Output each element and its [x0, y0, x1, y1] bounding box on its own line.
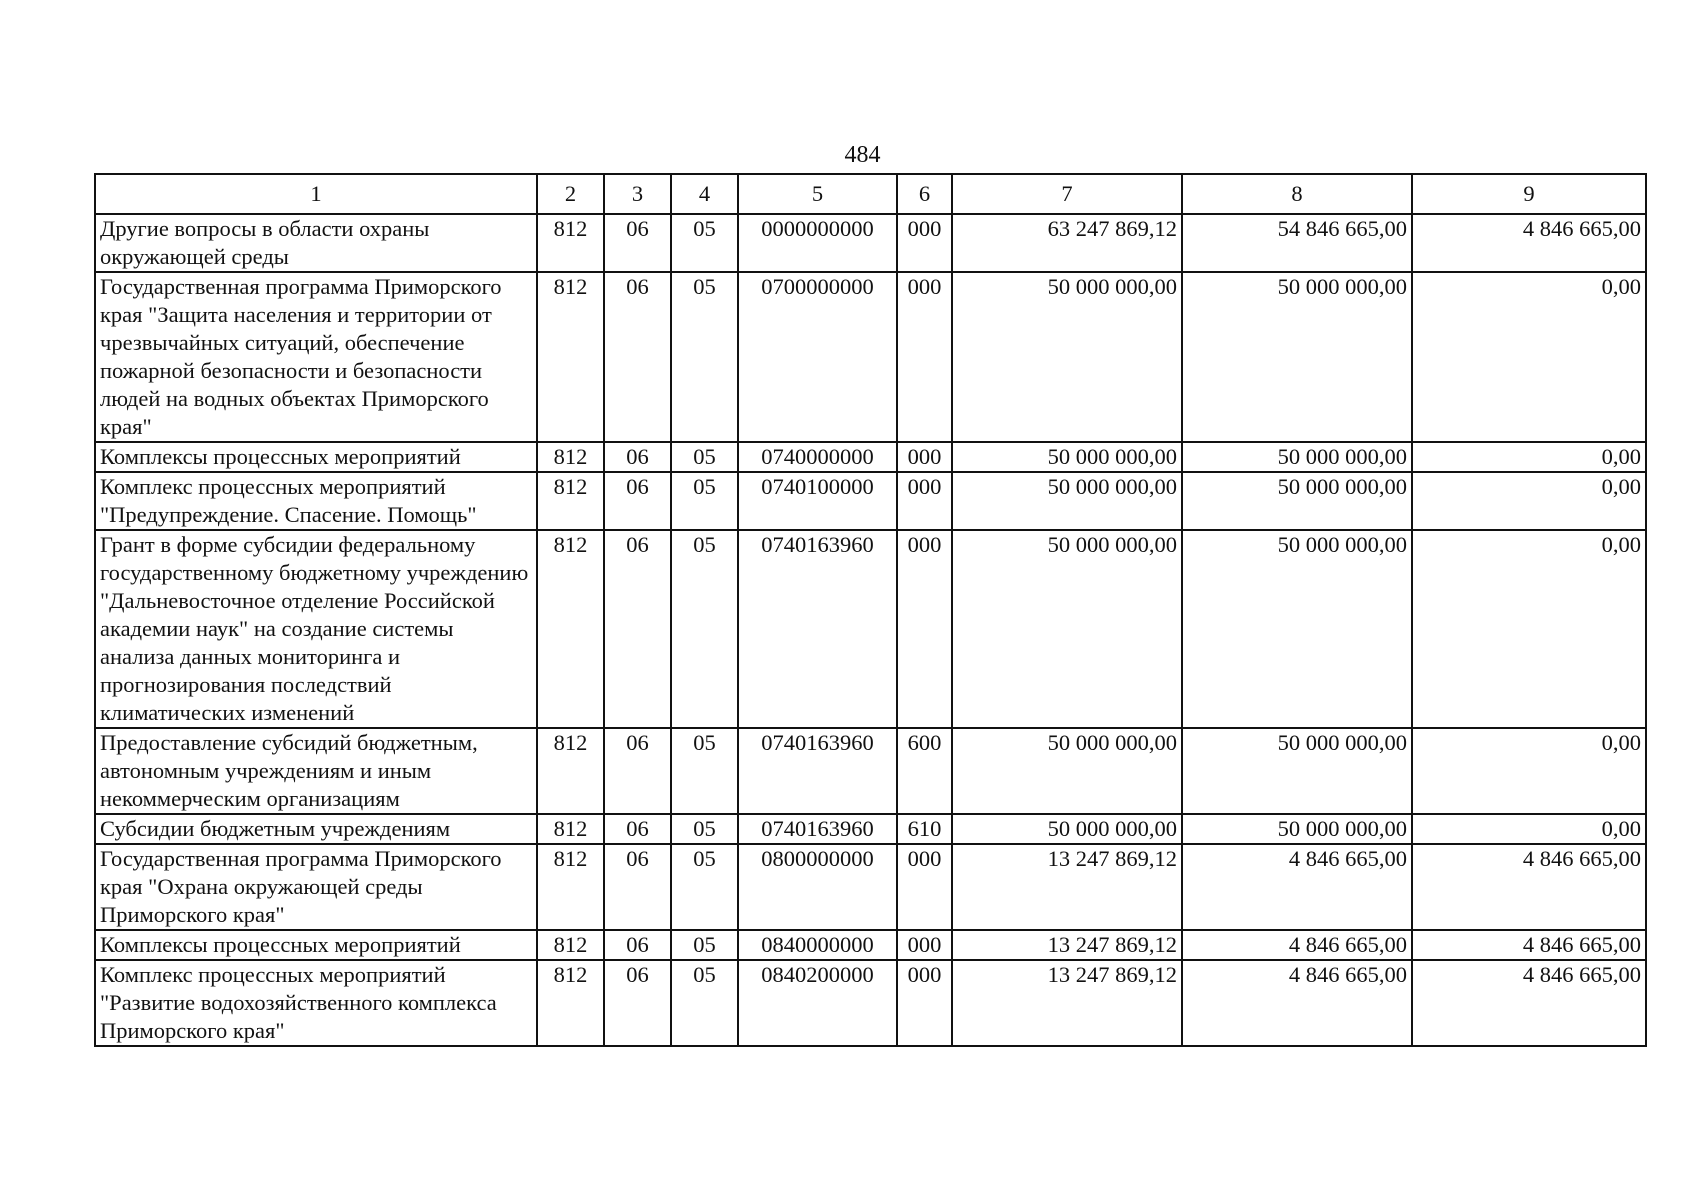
- cell-col3: 06: [604, 530, 671, 728]
- cell-col8: 50 000 000,00: [1182, 530, 1412, 728]
- cell-col9: 4 846 665,00: [1412, 930, 1646, 960]
- cell-col5: 0740100000: [738, 472, 897, 530]
- cell-col4: 05: [671, 844, 738, 930]
- cell-col4: 05: [671, 814, 738, 844]
- cell-col6: 000: [897, 272, 952, 442]
- cell-col6: 000: [897, 930, 952, 960]
- cell-col9: 0,00: [1412, 442, 1646, 472]
- table-row: [95, 728, 1646, 814]
- cell-col6: 000: [897, 844, 952, 930]
- cell-col2: 812: [537, 930, 604, 960]
- column-header: 3: [604, 174, 671, 214]
- cell-col9: 0,00: [1412, 728, 1646, 814]
- cell-col7: 50 000 000,00: [952, 442, 1182, 472]
- cell-col6: 610: [897, 814, 952, 844]
- cell-col7: 63 247 869,12: [952, 214, 1182, 272]
- cell-col2: 812: [537, 214, 604, 272]
- column-header: 2: [537, 174, 604, 214]
- cell-col4: 05: [671, 960, 738, 1046]
- row-name: Комплекс процессных мероприятий "Предупреждение. Спасение. Помощь": [95, 472, 537, 530]
- cell-col5: 0800000000: [738, 844, 897, 930]
- cell-col6: 000: [897, 960, 952, 1046]
- cell-col6: 000: [897, 442, 952, 472]
- cell-col7: 13 247 869,12: [952, 960, 1182, 1046]
- cell-col7: 50 000 000,00: [952, 472, 1182, 530]
- cell-col2: 812: [537, 814, 604, 844]
- row-name: Субсидии бюджетным учреждениям: [95, 814, 537, 844]
- cell-col8: 4 846 665,00: [1182, 960, 1412, 1046]
- cell-col7: 13 247 869,12: [952, 930, 1182, 960]
- cell-col9: 4 846 665,00: [1412, 844, 1646, 930]
- cell-col4: 05: [671, 442, 738, 472]
- table-row: [95, 472, 1646, 530]
- cell-col8: 4 846 665,00: [1182, 930, 1412, 960]
- column-header: 7: [952, 174, 1182, 214]
- cell-col8: 50 000 000,00: [1182, 728, 1412, 814]
- row-name: Государственная программа Приморского края "Охрана окружающей среды Приморского края": [95, 844, 537, 930]
- row-name: Предоставление субсидий бюджетным, автономным учреждениям и иным некоммерческим организациям: [95, 728, 537, 814]
- column-header: 1: [95, 174, 537, 214]
- cell-col9: 0,00: [1412, 530, 1646, 728]
- cell-col3: 06: [604, 214, 671, 272]
- cell-col6: 000: [897, 472, 952, 530]
- column-header: 6: [897, 174, 952, 214]
- table-row: [95, 844, 1646, 930]
- row-name: Государственная программа Приморского края "Защита населения и территории от чрезвычайных ситуаций, обеспечение пожарной безопасности и безопасности людей на водных объектах Приморского края": [95, 272, 537, 442]
- cell-col3: 06: [604, 960, 671, 1046]
- cell-col7: 50 000 000,00: [952, 272, 1182, 442]
- column-header: 5: [738, 174, 897, 214]
- row-name: Комплекс процессных мероприятий "Развитие водохозяйственного комплекса Приморского края": [95, 960, 537, 1046]
- cell-col3: 06: [604, 930, 671, 960]
- cell-col2: 812: [537, 442, 604, 472]
- page-number: 484: [844, 142, 881, 168]
- cell-col7: 50 000 000,00: [952, 814, 1182, 844]
- cell-col7: 50 000 000,00: [952, 728, 1182, 814]
- cell-col8: 50 000 000,00: [1182, 472, 1412, 530]
- cell-col3: 06: [604, 844, 671, 930]
- cell-col3: 06: [604, 814, 671, 844]
- row-name: Комплексы процессных мероприятий: [95, 930, 537, 960]
- cell-col8: 4 846 665,00: [1182, 844, 1412, 930]
- cell-col5: 0700000000: [738, 272, 897, 442]
- table-row: [95, 442, 1646, 472]
- cell-col5: 0840200000: [738, 960, 897, 1046]
- table-row: [95, 530, 1646, 728]
- cell-col8: 54 846 665,00: [1182, 214, 1412, 272]
- table-row: [95, 960, 1646, 1046]
- cell-col2: 812: [537, 472, 604, 530]
- row-name: Комплексы процессных мероприятий: [95, 442, 537, 472]
- table-row: [95, 930, 1646, 960]
- cell-col4: 05: [671, 930, 738, 960]
- cell-col6: 600: [897, 728, 952, 814]
- cell-col3: 06: [604, 442, 671, 472]
- cell-col3: 06: [604, 272, 671, 442]
- table-row: [95, 814, 1646, 844]
- cell-col4: 05: [671, 214, 738, 272]
- cell-col5: 0740163960: [738, 814, 897, 844]
- cell-col9: 0,00: [1412, 472, 1646, 530]
- cell-col8: 50 000 000,00: [1182, 442, 1412, 472]
- budget-table: [94, 173, 1647, 1047]
- cell-col6: 000: [897, 214, 952, 272]
- cell-col2: 812: [537, 960, 604, 1046]
- table-row: [95, 214, 1646, 272]
- cell-col5: 0840000000: [738, 930, 897, 960]
- row-name: Грант в форме субсидии федеральному государственному бюджетному учреждению "Дальневосточное отделение Российской академии наук" на создание системы анализа данных мониторинга и прогнозирования последствий климатических изменений: [95, 530, 537, 728]
- cell-col8: 50 000 000,00: [1182, 814, 1412, 844]
- cell-col4: 05: [671, 472, 738, 530]
- cell-col7: 50 000 000,00: [952, 530, 1182, 728]
- cell-col8: 50 000 000,00: [1182, 272, 1412, 442]
- header-row: [95, 174, 1646, 214]
- cell-col7: 13 247 869,12: [952, 844, 1182, 930]
- cell-col9: 4 846 665,00: [1412, 960, 1646, 1046]
- column-header: 4: [671, 174, 738, 214]
- cell-col9: 4 846 665,00: [1412, 214, 1646, 272]
- column-header: 8: [1182, 174, 1412, 214]
- column-header: 9: [1412, 174, 1646, 214]
- cell-col2: 812: [537, 272, 604, 442]
- cell-col9: 0,00: [1412, 814, 1646, 844]
- cell-col4: 05: [671, 530, 738, 728]
- cell-col2: 812: [537, 530, 604, 728]
- cell-col5: 0000000000: [738, 214, 897, 272]
- cell-col3: 06: [604, 728, 671, 814]
- cell-col4: 05: [671, 272, 738, 442]
- cell-col5: 0740163960: [738, 728, 897, 814]
- row-name: Другие вопросы в области охраны окружающей среды: [95, 214, 537, 272]
- cell-col3: 06: [604, 472, 671, 530]
- cell-col4: 05: [671, 728, 738, 814]
- cell-col9: 0,00: [1412, 272, 1646, 442]
- cell-col2: 812: [537, 844, 604, 930]
- cell-col5: 0740163960: [738, 530, 897, 728]
- table-row: [95, 272, 1646, 442]
- cell-col5: 0740000000: [738, 442, 897, 472]
- cell-col6: 000: [897, 530, 952, 728]
- cell-col2: 812: [537, 728, 604, 814]
